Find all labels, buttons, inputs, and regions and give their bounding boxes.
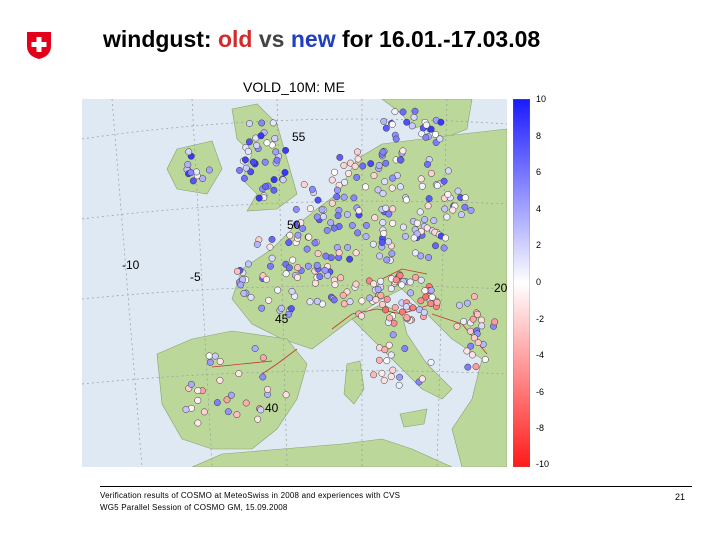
station-marker [455,188,461,194]
station-marker [341,301,347,307]
station-marker [315,250,321,256]
station-marker [248,294,254,300]
station-marker [389,121,395,127]
station-marker [412,274,418,280]
station-marker [307,205,313,211]
footer-line-1: Verification results of COSMO at MeteoSwiss in 2008 and experiences with CVS [100,491,401,500]
station-marker [280,177,286,183]
station-marker [362,184,368,190]
station-marker [354,230,360,236]
station-marker [409,123,415,129]
station-marker [266,297,272,303]
station-marker [450,207,456,213]
station-marker [396,382,402,388]
station-marker [188,381,194,387]
station-marker [383,125,389,131]
station-marker [186,149,192,155]
station-marker [252,345,258,351]
station-marker [419,376,425,382]
station-marker [260,355,266,361]
station-marker [475,339,481,345]
station-marker [283,392,289,398]
station-marker [462,195,468,201]
station-marker [442,235,448,241]
station-marker [271,187,277,193]
grid-label-lon-20: 20 [494,281,507,295]
station-marker [392,109,398,115]
station-marker [396,374,402,380]
station-marker [286,239,292,245]
station-marker [444,214,450,220]
station-marker [482,356,488,362]
station-marker [380,149,386,155]
station-marker [441,178,447,184]
station-marker [397,157,403,163]
station-marker [379,239,385,245]
station-marker [445,191,451,197]
colorbar-tick-0: 0 [536,277,542,287]
station-marker [258,133,264,139]
station-marker [290,257,296,263]
station-marker [258,407,264,413]
station-marker [195,387,201,393]
station-marker [467,328,473,334]
station-marker [403,304,409,310]
station-marker [464,348,470,354]
station-marker [376,253,382,259]
colorbar-tick-6: 6 [536,167,542,177]
station-marker [243,400,249,406]
station-marker [329,200,335,206]
station-marker [370,241,376,247]
station-marker [399,282,405,288]
station-marker [384,358,390,364]
station-marker [242,157,248,163]
station-marker [464,300,470,306]
station-marker [278,305,284,311]
station-marker [379,370,385,376]
station-marker [411,235,417,241]
station-marker [425,203,431,209]
colorbar-tick-minus6: -6 [536,387,545,397]
station-marker [383,205,389,211]
station-marker [370,372,376,378]
station-marker [263,276,269,282]
station-marker [454,323,460,329]
station-marker [428,359,434,365]
station-marker [479,323,485,329]
page-number: 21 [675,492,686,502]
station-marker [245,261,251,267]
station-marker [331,297,337,303]
station-marker [306,234,312,240]
station-marker [418,176,424,182]
station-marker [381,377,387,383]
station-marker [282,147,288,153]
station-marker [376,162,382,168]
station-marker [346,256,352,262]
title-suffix: for 16.01.-17.03.08 [335,26,541,52]
station-marker [314,262,320,268]
station-marker [404,315,410,321]
colorbar-tick-4: 4 [536,204,542,214]
station-marker [238,282,244,288]
station-marker [195,397,201,403]
station-marker [307,299,313,305]
station-marker [304,246,310,252]
station-marker [195,420,201,426]
station-marker [322,267,328,273]
station-marker [423,122,429,128]
station-marker [200,175,206,181]
station-marker [388,352,394,358]
station-marker [262,159,268,165]
station-marker [344,244,350,250]
station-marker [315,197,321,203]
station-marker [478,317,484,323]
station-marker [225,409,231,415]
station-marker [259,305,265,311]
station-marker [323,253,329,259]
station-marker [312,240,318,246]
station-marker [331,169,337,175]
station-marker [347,299,353,305]
colorbar-tick-minus4: -4 [536,350,545,360]
station-marker [236,167,242,173]
station-marker [341,179,347,185]
station-marker [349,222,355,228]
station-marker [422,216,428,222]
station-marker [400,109,406,115]
station-marker [471,293,477,299]
station-marker [417,209,423,215]
station-marker [382,178,388,184]
station-marker [422,288,428,294]
station-marker [492,319,498,325]
station-marker [404,119,410,125]
station-marker [382,307,388,313]
station-marker [293,206,299,212]
station-marker [412,250,418,256]
station-marker [345,170,351,176]
station-marker [188,169,194,175]
station-marker [301,181,307,187]
station-marker [259,120,265,126]
slide-title [103,26,540,53]
station-marker [341,194,347,200]
station-marker [403,197,409,203]
station-marker [382,347,388,353]
station-marker [286,265,292,271]
station-marker [456,302,462,308]
station-marker [288,305,294,311]
station-marker [388,285,394,291]
station-marker [245,148,251,154]
station-marker [267,244,273,250]
station-marker [371,281,377,287]
station-marker [442,206,448,212]
station-marker [380,190,386,196]
grid-label-lon-minus5: -5 [190,270,201,284]
colorbar-tick-minus8: -8 [536,423,545,433]
station-marker [214,399,220,405]
station-marker [358,313,364,319]
station-marker [269,255,275,261]
station-marker [234,411,240,417]
grid-label-lat-45: 45 [275,312,289,326]
station-marker [363,222,369,228]
station-marker [410,305,416,311]
station-marker [336,250,342,256]
station-marker [353,281,359,287]
station-marker [473,363,479,369]
station-marker [356,208,362,214]
station-marker [400,224,406,230]
station-marker [270,120,276,126]
station-marker [271,176,277,182]
station-marker [368,160,374,166]
station-marker [389,185,395,191]
grid-label-lat-50: 50 [287,218,301,232]
station-marker [385,239,391,245]
station-marker [241,290,247,296]
station-marker [359,298,365,304]
station-marker [425,254,431,260]
station-marker [207,359,213,365]
station-marker [354,149,360,155]
station-marker [295,264,301,270]
station-marker [458,211,464,217]
station-marker [376,357,382,363]
station-marker [340,292,346,298]
station-marker [312,280,318,286]
station-marker [324,227,330,233]
station-marker [381,230,387,236]
station-marker [428,287,434,293]
station-marker [426,195,432,201]
station-marker [460,318,466,324]
station-marker [295,232,301,238]
station-marker [441,245,447,251]
title-prefix: windgust: [103,26,218,52]
station-marker [185,161,191,167]
station-marker [445,168,451,174]
station-marker [465,364,471,370]
title-new: new [290,26,336,52]
grid-label-lon-minus10: -10 [122,258,140,272]
station-marker [337,154,343,160]
station-marker [329,177,335,183]
station-marker [375,286,381,292]
colorbar-tick-2: 2 [536,240,542,250]
station-marker [384,296,390,302]
station-marker [256,195,262,201]
station-marker [354,174,360,180]
station-marker [407,290,413,296]
station-marker [309,186,315,192]
footer-line-2: WG5 Parallel Session of COSMO GM, 15.09.2008 [100,503,288,512]
station-marker [344,211,350,217]
station-marker [393,277,399,283]
station-marker [289,288,295,294]
station-marker [414,220,420,226]
station-marker [305,263,311,269]
station-marker [206,353,212,359]
station-marker [355,156,361,162]
station-marker [432,243,438,249]
station-marker [320,214,326,220]
station-marker [360,163,366,169]
colorbar-tick-minus2: -2 [536,314,545,324]
station-marker [389,250,395,256]
station-marker [421,309,427,315]
station-marker [183,406,189,412]
station-marker [371,172,377,178]
station-marker [407,279,413,285]
station-marker [206,167,212,173]
station-marker [381,118,387,124]
colorbar-tick-8: 8 [536,131,542,141]
station-marker [383,160,389,166]
station-marker [469,352,475,358]
station-marker [363,233,369,239]
station-marker [319,207,325,213]
station-marker [334,187,340,193]
station-marker [380,219,386,225]
station-map [82,99,507,467]
station-marker [236,370,242,376]
station-marker [299,225,305,231]
station-marker [431,217,437,223]
station-marker [314,214,320,220]
station-marker [351,195,357,201]
station-marker [334,194,340,200]
station-marker [264,386,270,392]
station-marker [393,136,399,142]
station-marker [317,273,323,279]
station-marker [388,373,394,379]
station-marker [267,263,273,269]
station-marker [273,149,279,155]
station-marker [272,135,278,141]
grid-label-lat-40: 40 [265,401,279,415]
station-marker [391,320,397,326]
station-marker [438,119,444,125]
station-marker [243,165,249,171]
station-marker [387,315,393,321]
title-old: old [217,26,253,52]
station-marker [411,114,417,120]
station-marker [419,183,425,189]
station-marker [217,377,223,383]
station-marker [384,257,390,263]
station-marker [378,278,384,284]
station-marker [392,304,398,310]
station-marker [335,212,341,218]
station-marker [402,345,408,351]
station-marker [389,175,395,181]
station-marker [352,163,358,169]
station-marker [224,397,230,403]
station-marker [353,250,359,256]
station-marker [314,298,320,304]
swiss-cross-logo [24,30,54,60]
station-marker [434,182,440,188]
footer-rule [100,486,692,487]
station-marker [212,353,218,359]
title-vs: vs [252,26,291,52]
station-marker [241,175,247,181]
station-marker [234,268,240,274]
colorbar-tick-minus10: -10 [536,459,550,469]
station-marker [437,136,443,142]
station-marker [255,416,261,422]
station-marker [341,162,347,168]
station-marker [423,134,429,140]
station-marker [287,232,293,238]
station-marker [246,139,252,145]
station-marker [390,332,396,338]
station-marker [434,299,440,305]
station-marker [402,233,408,239]
station-marker [332,282,338,288]
station-marker [390,367,396,373]
station-marker [246,120,252,126]
station-marker [254,142,260,148]
station-marker [470,316,476,322]
station-marker [274,157,280,163]
station-marker [412,108,418,114]
station-marker [390,206,396,212]
station-marker [338,275,344,281]
station-marker [283,271,289,277]
station-marker [400,148,406,154]
station-marker [418,298,424,304]
station-marker [428,170,434,176]
station-marker [294,274,300,280]
station-marker [418,277,424,283]
station-marker [468,207,474,213]
station-marker [462,204,468,210]
map-title: VOLD_10M: ME [243,79,345,95]
station-marker [429,294,435,300]
station-marker [275,287,281,293]
colorbar [513,99,530,467]
station-marker [372,215,378,221]
station-marker [373,297,379,303]
station-marker [201,409,207,415]
station-marker [424,161,430,167]
station-marker [250,159,256,165]
station-marker [260,374,266,380]
grid-label-lat-55: 55 [292,130,306,144]
colorbar-tick-10: 10 [536,94,547,104]
station-marker [428,300,434,306]
station-marker [331,225,337,231]
station-marker [262,183,268,189]
station-marker [389,220,395,226]
station-marker [397,184,403,190]
station-marker [264,140,270,146]
station-marker [217,358,223,364]
station-marker [367,295,373,301]
station-marker [282,169,288,175]
station-marker [269,236,275,242]
station-marker [254,241,260,247]
